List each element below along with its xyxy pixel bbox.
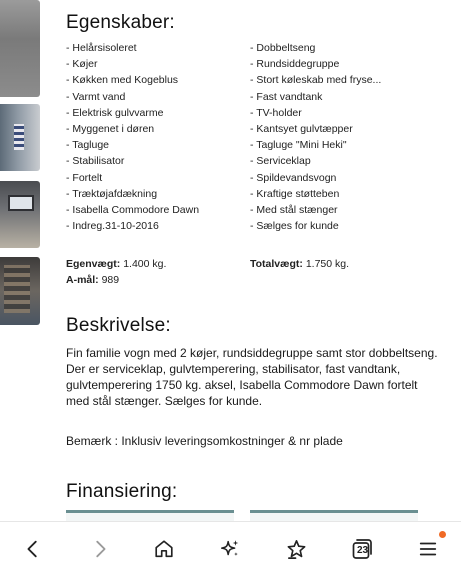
feature-item: - Med stål stænger <box>250 204 338 217</box>
home-button[interactable] <box>149 534 179 564</box>
spec-amaal-value: 989 <box>101 274 120 286</box>
feature-item: - Fast vandtank <box>250 90 323 103</box>
feature-item: - Varmt vand <box>66 90 126 103</box>
feature-item: - Køjer <box>66 58 98 71</box>
spec-amaal <box>66 274 119 286</box>
feature-item: - Stort køleskab med fryse... <box>250 74 382 87</box>
forward-button[interactable] <box>85 534 115 564</box>
feature-item: - Dobbeltseng <box>250 42 316 54</box>
bookmarks-button[interactable] <box>281 534 311 564</box>
menu-icon <box>417 538 439 560</box>
feature-item: - Tagluge "Mini Heki" <box>250 139 347 152</box>
forward-icon <box>89 538 111 560</box>
delivery-note: Bemærk : Inklusiv leveringsomkostninger & nr plade <box>66 434 343 448</box>
home-icon <box>153 538 175 560</box>
spec-egenvaegt-label: Egenvægt: <box>66 258 121 270</box>
bookmark-star-icon <box>285 538 308 561</box>
gallery-thumbnail-4[interactable] <box>0 257 40 325</box>
spec-totalvaegt <box>250 258 349 270</box>
feature-item: - Stabilisator <box>66 155 125 168</box>
egenskaber-heading: Egenskaber: <box>66 12 175 33</box>
feature-item: - Spildevandsvogn <box>250 171 337 184</box>
feature-item: - Serviceklap <box>250 155 311 168</box>
gallery-thumbnail-3[interactable] <box>0 181 40 248</box>
gallery-thumbnail-2[interactable] <box>0 104 40 171</box>
spec-totalvaegt-value: 1.750 kg. <box>305 258 350 270</box>
back-icon <box>22 538 44 560</box>
feature-item: - Elektrisk gulvvarme <box>66 106 164 119</box>
spec-egenvaegt-value: 1.400 kg. <box>123 258 167 270</box>
ai-assistant-button[interactable] <box>215 534 245 564</box>
sparkle-icon <box>219 538 241 560</box>
menu-button[interactable] <box>413 534 443 564</box>
gallery-thumbnail-1[interactable] <box>0 0 40 97</box>
feature-item: - Isabella Commodore Dawn <box>66 204 200 217</box>
finansiering-heading: Finansiering: <box>66 481 178 502</box>
spec-totalvaegt-label: Totalvægt: <box>250 258 303 270</box>
notification-dot <box>439 531 446 538</box>
feature-item: - Fortelt <box>66 171 103 184</box>
features-list-left <box>66 40 199 234</box>
beskrivelse-heading: Beskrivelse: <box>66 315 171 336</box>
spec-amaal-label: A-mål: <box>66 274 99 286</box>
feature-item: - Tagluge <box>66 139 110 152</box>
feature-item: - Kantsyet gulvtæpper <box>250 123 353 136</box>
feature-item: - Helårsisoleret <box>66 42 137 54</box>
feature-item: - TV-holder <box>250 106 302 119</box>
features-list-right <box>250 40 381 234</box>
feature-item: - Køkken med Kogeblus <box>66 74 179 87</box>
feature-item: - Kraftige støtteben <box>250 187 340 200</box>
tab-count-badge: 23 <box>356 545 369 556</box>
feature-item: - Myggenet i døren <box>66 123 155 136</box>
description-text: Fin familie vogn med 2 køjer, rundsiddegruppe samt stor dobbeltseng. Der er serviceklap, gulvtemperering, stabilisator, fast vandtank, gulvtemperering 1750 kg. aksel, Isabella Commodore Dawn fortelt med stål stænger. Sælges for kunde. <box>66 346 438 408</box>
feature-item: - Træktøjafdækning <box>66 187 158 200</box>
back-button[interactable] <box>18 534 48 564</box>
tabs-button[interactable] <box>347 534 377 564</box>
browser-bottom-toolbar <box>0 521 461 575</box>
feature-item: - Indreg.31-10-2016 <box>66 220 159 233</box>
feature-item: - Rundsiddegruppe <box>250 58 340 71</box>
feature-item: - Sælges for kunde <box>250 220 339 233</box>
spec-egenvaegt <box>66 258 166 270</box>
